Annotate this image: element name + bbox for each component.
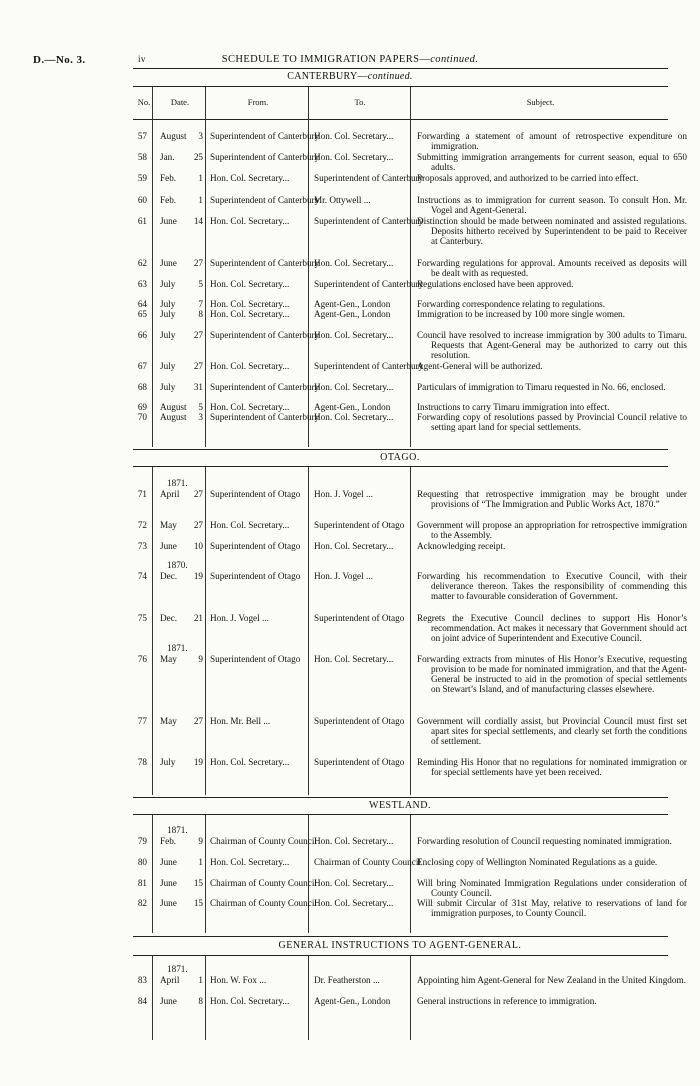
colhead-rule: [133, 119, 668, 120]
year-label: 1871.: [167, 964, 188, 974]
section-heading-canterbury: CANTERBURY—continued.: [287, 71, 413, 82]
page-title: SCHEDULE TO IMMIGRATION PAPERS—continued.: [221, 54, 479, 65]
section-rule: [133, 449, 668, 450]
section-rule: [133, 936, 668, 937]
year-label: 1870.: [167, 560, 188, 570]
section-rule: [133, 797, 668, 798]
section-rule: [133, 466, 668, 467]
col-divider: [308, 815, 309, 933]
col-divider: [152, 467, 153, 795]
col-header-no: No.: [137, 97, 151, 107]
document-page: D.—No. 3. iv SCHEDULE TO IMMIGRATION PAPERS—continued. CANTERBURY—continued. No. Date. From. To. Subject. 57 August 3 Superintendent of Canterbury Hon. Col. Secretary... Forwarding a statement of amount of retrospective expenditure on immigration. 58 Jan. 25 Superintendent of Canterbury Hon. Col. Secretary... Submitting immigration arrangements for current season, equal to 650 adults. 59 Feb. 1 Hon. Col. Secretary... Superintendent of Canterbury Proposals approved, and authorized to be carried into effect. 60 Feb. 1 Superintendent of Canterbury Mr. Ottywell ... Instructions as to immigration for current season. To consult Hon. Mr. Vogel and Agent-General. 61 June 14 Hon. Col. Secretary... Superintendent of Canterbury Distinction should be made between nominated and assisted regulations. Deposits hitherto received by Superintendent to be paid to Receiver at Canterbury. 62 June 27 Superintendent of Canterbury Hon. Col. Secretary... Forwarding regulations for approval. Amounts received as deposits will be dealt with as requested. 63 July 5 Hon. Col. Secretary... Superintendent of Canterbury Regulations enclosed have been approved. 64 July 7 Hon. Col. Secretary... Agent-Gen., London Forwarding correspondence relating to regulations. 65 July 8 Hon. Col. Secretary... Agent-Gen., London Immigration to be increased by 100 more single women. 66 July 27 Superintendent of Canterbury Hon. Col. Secretary... Council have resolved to increase immigration by 300 adults to Timaru. Requests that Agent-General may be authorized to carry out this resolution. 67 July 27 Hon. Col. Secretary... Superintendent of Canterbury Agent-General will be authorized. 68 July 31 Superintendent of Canterbury Hon. Col. Secretary... Particulars of immigration to Timaru requested in No. 66, enclosed. 69 August 5 Hon. Col. Secretary... Agent-Gen., London Instructions to carry Timaru immigration into effect. 70 August 3 Superintendent of Canterbury Hon. Col. Secretary... Forwarding copy of resolutions passed by Provincial Council relative to setting apart land for special settlements. OTAGO. 1871. 71 April 27 Superintendent of Otago Hon. J. Vogel ... Requesting that retrospective immigration may be brought under provisions of “The Immigration and Public Works Act, 1870.” 72 May 27 Hon. Col. Secretary... Superintendent of Otago Government will propose an appropriation for retrospective immigration to the Assembly. 73 June 10 Superintendent of Otago Hon. Col. Secretary... Acknowledging receipt. 1870. 74 Dec. 19 Superintendent of Otago Hon. J. Vogel ... Forwarding his recommendation to Executive Council, with their deliverance thereon. Takes the responsibility of commending this matter to favourable consideration of Government. 75 Dec. 21 Hon. J. Vogel ... Superintendent of Otago Regrets the Executive Council declines to support His Honor’s recommendation. Act makes it necessary that Government should act on joint advice of Superintendent and Executive Council. 1871. 76 May 9 Superintendent of Otago Hon. Col. Secretary... Forwarding extracts from minutes of His Honor’s Executive, requesting provision to be made for nominated immigration, and that the Agent-General be instructed to aid in the promotion of special settlements on Stewart’s Island, and of manufacturing classes elsewhere. 77 May 27 Hon. Mr. Bell ... Superintendent of Otago Government will cordially assist, but Provincial Council must first set apart sites for special settlements, and clearly set forth the conditions of settlement. 78 July 19 Hon. Col. Secretary... Superintendent of Otago Reminding His Honor that no regulations for nominated immigration or for special settlements have yet been received. WESTLAND. 1871. 79 Feb. 9 Chairman of County Council Hon. Col. Secretary... Forwarding resolution of Council requesting nominated immigration. 80 June 1 Hon. Col. Secretary... Chairman of County Council Enclosing copy of Wellington Nominated Regulations as a guide. 81 June 15 Chairman of County Council Hon. Col. Secretary... Will bring Nominated Immigration Regulations under consideration of County Council. 82 June 15 Chairman of County Council Hon. Col. Secretary... Will submit Circular of 31st May, relative to reservations of land for immigration purposes, to County Council. GENERAL INSTRUCTIONS TO AGENT-GENERAL. 1871. 83 April 1 Hon. W. Fox ... Dr. Featherston ... Appointing him Agent-General for New Zealand in the United Kingdom. 84 June 8 Hon. Col. Secretary... Agent-Gen., London General instructions in reference to immigration.: [0, 0, 700, 1086]
col-divider: [152, 815, 153, 933]
col-divider: [308, 467, 309, 795]
col-header-date: Date.: [170, 97, 190, 107]
year-label: 1871.: [167, 825, 188, 835]
col-divider: [410, 467, 411, 795]
section-heading-otago: OTAGO.: [380, 452, 420, 463]
col-divider: [205, 956, 206, 1040]
col-divider: [152, 956, 153, 1040]
section-rule: [133, 814, 668, 815]
col-divider: [205, 467, 206, 795]
year-label: 1871.: [167, 478, 188, 488]
year-label: 1871.: [167, 643, 188, 653]
header-rule: [133, 86, 668, 87]
col-divider: [205, 815, 206, 933]
col-divider: [410, 815, 411, 933]
page-number: iv: [138, 54, 146, 64]
doc-reference: D.—No. 3.: [33, 54, 86, 66]
col-divider: [152, 87, 153, 447]
section-heading-general: GENERAL INSTRUCTIONS TO AGENT-GENERAL.: [278, 940, 522, 951]
col-header-subject: Subject.: [526, 97, 555, 107]
col-header-from: From.: [247, 97, 269, 107]
col-divider: [205, 87, 206, 447]
section-rule: [133, 955, 668, 956]
col-header-to: To.: [354, 97, 366, 107]
top-rule: [133, 68, 668, 69]
section-heading-westland: WESTLAND.: [369, 800, 431, 811]
